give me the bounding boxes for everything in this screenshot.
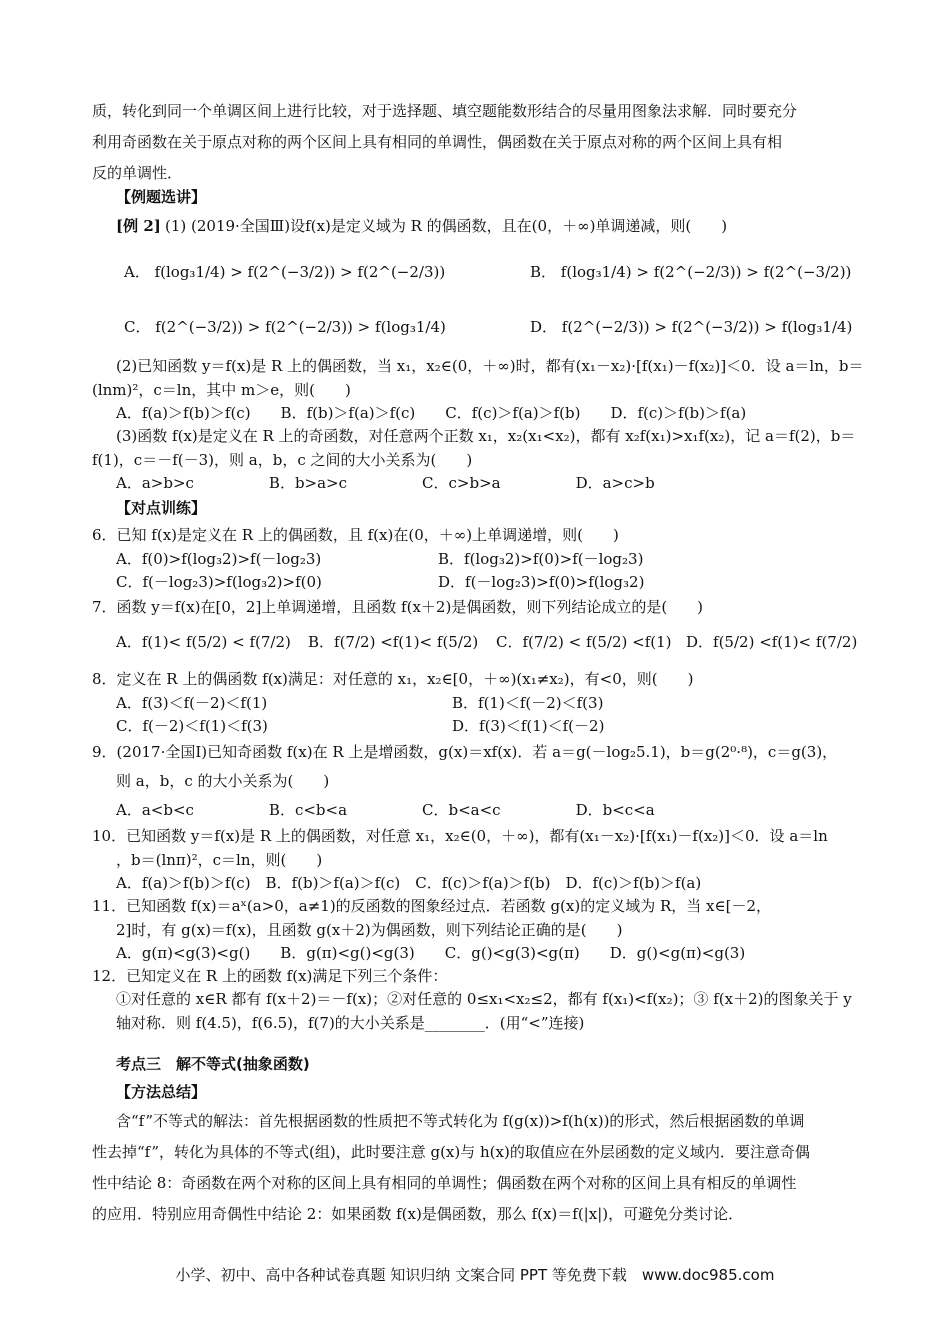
method-line-4: 的应用．特别应用奇偶性中结论 2：如果函数 f(x)是偶函数，那么 f(x)＝f(|x|)，可避免分类讨论． (92, 1205, 744, 1223)
question-10-line-1: 10．已知函数 y＝f(x)是 R 上的偶函数，对任意 x₁，x₂∈(0，＋∞)，都有(x₁－x₂)·[f(x₁)－f(x₂)]＜0．设 a＝ln (92, 827, 828, 845)
intro-line-2: 利用奇函数在关于原点对称的两个区间上具有相同的单调性，偶函数在关于原点对称的两个区间上具有相 (92, 133, 783, 151)
question-12-line-3: 轴对称．则 f(4.5)，f(6.5)，f(7)的大小关系是________．(用“<”连接) (116, 1014, 585, 1032)
example-2-part-3-options: A．a>b>c B．b>a>c C．c>b>a D．a>c>b (116, 474, 655, 492)
question-9-line-1: 9．(2017·全国Ⅰ)已知奇函数 f(x)在 R 上是增函数，g(x)＝xf(x)．若 a＝g(－log₂5.1)，b＝g(2⁰·⁸)，c＝g(3)， (92, 743, 838, 761)
question-10-line-2: ，b＝(lnπ)²，c＝ln，则( ) (116, 851, 323, 869)
question-6-option-d: D．f(－log₂3)>f(0)>f(log₃2) (438, 573, 645, 591)
example-2-part-1-option-d: D． f(2^(−2/3)) > f(2^(−3/2)) > f(log₃1/4) (530, 318, 853, 336)
example-2-part-3-line-2: f(1)，c＝－f(－3)，则 a，b，c 之间的大小关系为( ) (92, 451, 473, 469)
question-11-line-2: 2]时，有 g(x)＝f(x)，且函数 g(x＋2)为偶函数，则下列结论正确的是( ) (116, 921, 623, 939)
example-2-part-2-options: A．f(a)＞f(b)＞f(c) B．f(b)＞f(a)＞f(c) C．f(c)＞f(a)＞f(b) D．f(c)＞f(b)＞f(a) (116, 404, 747, 422)
question-7-stem: 7．函数 y＝f(x)在[0，2]上单调递增，且函数 f(x＋2)是偶函数，则下列结论成立的是( ) (92, 598, 704, 616)
question-10-options: A．f(a)＞f(b)＞f(c) B．f(b)＞f(a)＞f(c) C．f(c)＞f(a)＞f(b) D．f(c)＞f(b)＞f(a) (116, 874, 702, 892)
question-7-option-d: D．f(5/2) <f(1)< f(7/2) (686, 633, 858, 651)
example-2-tag: [例 2] (116, 217, 161, 235)
question-6-option-a: A．f(0)>f(log₃2)>f(－log₂3) (116, 550, 322, 568)
example-2-part-1-stem: (1) (2019·全国Ⅲ)设f(x)是定义域为 R 的偶函数，且在(0，＋∞)单调递减，则( ) (165, 217, 728, 235)
question-12-line-1: 12．已知定义在 R 上的函数 f(x)满足下列三个条件： (92, 967, 448, 985)
question-6-stem: 6．已知 f(x)是定义在 R 上的偶函数，且 f(x)在(0，＋∞)上单调递增，则( ) (92, 526, 619, 544)
question-7-option-b: B．f(7/2) <f(1)< f(5/2) (308, 633, 479, 651)
example-2-part-1-option-a: A． f(log₃1/4) > f(2^(−3/2)) > f(2^(−2/3)) (124, 263, 446, 281)
section-practice-heading: 【对点训练】 (116, 499, 207, 517)
example-2-part-1-option-c: C． f(2^(−3/2)) > f(2^(−2/3)) > f(log₃1/4) (124, 318, 446, 336)
method-line-1: 含“f”不等式的解法：首先根据函数的性质把不等式转化为 f(g(x))>f(h(x))的形式，然后根据函数的单调 (116, 1112, 805, 1130)
example-2-part-2-line-2: (lnm)²，c＝ln，其中 m＞e，则( ) (92, 381, 351, 399)
method-line-2: 性去掉“f”，转化为具体的不等式(组)，此时要注意 g(x)与 h(x)的取值应在外层函数的定义域内．要注意奇偶 (92, 1143, 810, 1161)
page-footer: 小学、初中、高中各种试卷真题 知识归纳 文案合同 PPT 等免费下载 www.doc985.com (175, 1266, 775, 1284)
question-11-options: A．g(π)<g(3)<g() B．g(π)<g()<g(3) C．g()<g(3)<g(π) D．g()<g(π)<g(3) (116, 944, 746, 962)
question-7-option-a: A．f(1)< f(5/2) < f(7/2) (116, 633, 291, 651)
question-9-options: A．a<b<c B．c<b<a C．b<a<c D．b<c<a (116, 801, 655, 819)
section-examples-heading: 【例题选讲】 (116, 188, 207, 206)
question-11-line-1: 11．已知函数 f(x)＝aˣ(a>0，a≠1)的反函数的图象经过点．若函数 g(x)的定义域为 R，当 x∈[－2， (92, 897, 772, 915)
question-6-option-b: B．f(log₃2)>f(0)>f(－log₂3) (438, 550, 644, 568)
question-8-option-c: C．f(－2)＜f(1)＜f(3) (116, 717, 268, 735)
method-line-3: 性中结论 8：奇函数在两个对称的区间上具有相同的单调性；偶函数在两个对称的区间上具有相反的单调性 (92, 1174, 797, 1192)
question-9-line-2: 则 a，b，c 的大小关系为( ) (116, 772, 330, 790)
intro-line-1: 质，转化到同一个单调区间上进行比较，对于选择题、填空题能数形结合的尽量用图象法求解．同时要充分 (92, 102, 798, 120)
section-method-heading: 【方法总结】 (116, 1083, 207, 1101)
question-8-option-a: A．f(3)＜f(－2)＜f(1) (116, 694, 268, 712)
question-8-stem: 8．定义在 R 上的偶函数 f(x)满足：对任意的 x₁，x₂∈[0，＋∞)(x₁≠x₂)，有<0，则( ) (92, 670, 694, 688)
question-8-option-d: D．f(3)＜f(1)＜f(－2) (452, 717, 605, 735)
question-7-option-c: C．f(7/2) < f(5/2) <f(1) (496, 633, 672, 651)
section-3-title: 考点三 解不等式(抽象函数) (116, 1055, 310, 1073)
example-2-part-1-option-b: B． f(log₃1/4) > f(2^(−2/3)) > f(2^(−3/2)) (530, 263, 852, 281)
question-6-option-c: C．f(－log₂3)>f(log₃2)>f(0) (116, 573, 322, 591)
example-2-part-3-line-1: (3)函数 f(x)是定义在 R 上的奇函数，对任意两个正数 x₁，x₂(x₁<x₂)，都有 x₂f(x₁)>x₁f(x₂)，记 a＝f(2)，b＝ (116, 427, 856, 445)
example-2-part-2-line-1: (2)已知函数 y＝f(x)是 R 上的偶函数，当 x₁，x₂∈(0，＋∞)时，都有(x₁－x₂)·[f(x₁)－f(x₂)]＜0．设 a＝ln，b＝ (116, 357, 864, 375)
question-8-option-b: B．f(1)＜f(－2)＜f(3) (452, 694, 604, 712)
intro-line-3: 反的单调性． (92, 164, 183, 182)
question-12-line-2: ①对任意的 x∈R 都有 f(x＋2)＝－f(x)；②对任意的 0≤x₁<x₂≤2，都有 f(x₁)<f(x₂)；③ f(x＋2)的图象关于 y (116, 990, 852, 1008)
